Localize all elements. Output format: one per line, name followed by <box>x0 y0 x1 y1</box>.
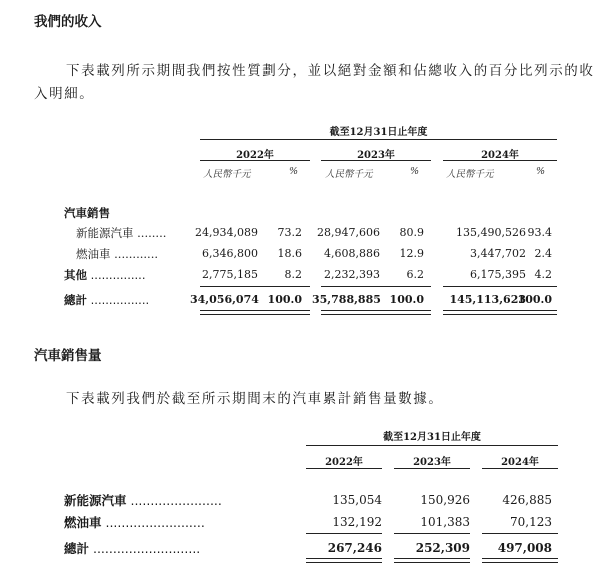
unit-rmb-2022: 人民幣千元 <box>203 169 251 180</box>
unit-pct-2022: % <box>289 166 299 177</box>
cell-2022-amount: 2,775,185 <box>202 268 258 281</box>
subtotal-rule-2024-2 <box>482 533 558 534</box>
cell-2023-amount: 2,232,393 <box>324 268 380 281</box>
cell-2023-pct: 80.9 <box>399 226 424 239</box>
cell-2022: 132,192 <box>332 515 382 529</box>
leader-dots: ......................... <box>101 515 205 530</box>
cell-2022: 135,054 <box>332 493 382 507</box>
cell-2023-pct: 12.9 <box>399 247 424 260</box>
cell-2024: 70,123 <box>510 515 552 529</box>
total-2023-amount: 35,788,885 <box>312 293 381 306</box>
table-row <box>64 491 222 509</box>
total-2024-amount: 145,113,623 <box>449 293 526 306</box>
total-2023-pct: 100.0 <box>389 293 424 306</box>
table-row <box>76 225 166 241</box>
year-2023-header-2: 2023年 <box>413 457 451 468</box>
header-rule <box>200 139 557 140</box>
cell-2024-pct: 93.4 <box>527 226 552 239</box>
total-2023: 252,309 <box>415 541 470 555</box>
cell-2024-pct: 4.2 <box>534 268 552 281</box>
year-rule-2022-2 <box>306 468 382 469</box>
cell-2022-pct: 18.6 <box>277 247 302 260</box>
header-rule-2 <box>306 445 558 446</box>
row-label: 燃油車 <box>64 515 102 530</box>
period-header-2: 截至12月31日止年度 <box>383 432 481 443</box>
cell-2022-pct: 73.2 <box>277 226 302 239</box>
row-label: 新能源汽車 <box>64 493 127 508</box>
subtotal-rule-2022-2 <box>306 533 382 534</box>
total-double-rule-2023-2 <box>394 558 470 563</box>
year-2022-header: 2022年 <box>236 150 274 161</box>
total-2024-pct: 100.0 <box>517 293 552 306</box>
total-label: 總計 <box>64 541 90 556</box>
total-2022-pct: 100.0 <box>267 293 302 306</box>
cell-2022-pct: 8.2 <box>284 268 302 281</box>
revenue-intro-line2: 入明細。 <box>34 86 95 102</box>
total-row <box>64 292 149 308</box>
section-title-sales-volume: 汽車銷售量 <box>34 348 102 364</box>
leader-dots: ....................... <box>126 493 222 508</box>
cell-2024: 426,885 <box>502 493 552 507</box>
sales-volume-intro: 下表載列我們於截至所示期間末的汽車累計銷售量數據。 <box>66 391 444 407</box>
category-vehicle-sales: 汽車銷售 <box>64 206 110 220</box>
table-row <box>64 513 205 531</box>
cell-2022-amount: 6,346,800 <box>202 247 258 260</box>
total-2022: 267,246 <box>327 541 382 555</box>
section-title-revenue: 我們的收入 <box>34 14 102 30</box>
year-2023-header: 2023年 <box>357 150 395 161</box>
cell-2024-amount: 3,447,702 <box>470 247 526 260</box>
year-rule-2024 <box>443 160 557 161</box>
cell-2023: 101,383 <box>420 515 470 529</box>
total-double-rule-2022 <box>200 310 310 315</box>
cell-2023-pct: 6.2 <box>406 268 424 281</box>
cell-2023-amount: 4,608,886 <box>324 247 380 260</box>
table-row <box>64 267 146 283</box>
year-2024-header: 2024年 <box>481 150 519 161</box>
cell-2022-amount: 24,934,089 <box>195 226 258 239</box>
unit-pct-2024: % <box>536 166 546 177</box>
unit-rmb-2024: 人民幣千元 <box>446 169 494 180</box>
leader-dots: ........ <box>133 226 167 240</box>
row-label: 新能源汽車 <box>76 226 134 240</box>
total-double-rule-2022-2 <box>306 558 382 563</box>
subtotal-rule-2023 <box>321 286 431 287</box>
year-rule-2023 <box>321 160 431 161</box>
year-rule-2022 <box>200 160 310 161</box>
total-double-rule-2024-2 <box>482 558 558 563</box>
row-label: 其他 <box>64 268 87 282</box>
total-label: 總計 <box>64 293 87 307</box>
period-header: 截至12月31日止年度 <box>329 127 428 138</box>
leader-dots: ................ <box>87 293 150 307</box>
cell-2024-pct: 2.4 <box>534 247 552 260</box>
leader-dots: ............ <box>110 247 159 261</box>
unit-pct-2023: % <box>410 166 420 177</box>
year-2024-header-2: 2024年 <box>501 457 539 468</box>
total-row <box>64 539 200 557</box>
subtotal-rule-2023-2 <box>394 533 470 534</box>
cell-2024-amount: 6,175,395 <box>470 268 526 281</box>
leader-dots: ............... <box>87 268 146 282</box>
year-rule-2024-2 <box>482 468 558 469</box>
total-double-rule-2024 <box>443 310 557 315</box>
unit-rmb-2023: 人民幣千元 <box>325 169 373 180</box>
total-2024: 497,008 <box>497 541 552 555</box>
table-row <box>76 246 158 262</box>
subtotal-rule-2024 <box>443 286 557 287</box>
leader-dots: ........................... <box>89 541 201 556</box>
row-label: 燃油車 <box>76 247 111 261</box>
total-double-rule-2023 <box>321 310 431 315</box>
total-2022-amount: 34,056,074 <box>190 293 259 306</box>
year-2022-header-2: 2022年 <box>325 457 363 468</box>
cell-2024-amount: 135,490,526 <box>456 226 526 239</box>
year-rule-2023-2 <box>394 468 470 469</box>
cell-2023-amount: 28,947,606 <box>317 226 380 239</box>
revenue-intro-line1: 下表載列所示期間我們按性質劃分，並以絕對金額和佔總收入的百分比列示的收 <box>66 63 595 79</box>
cell-2023: 150,926 <box>420 493 470 507</box>
subtotal-rule-2022 <box>200 286 310 287</box>
